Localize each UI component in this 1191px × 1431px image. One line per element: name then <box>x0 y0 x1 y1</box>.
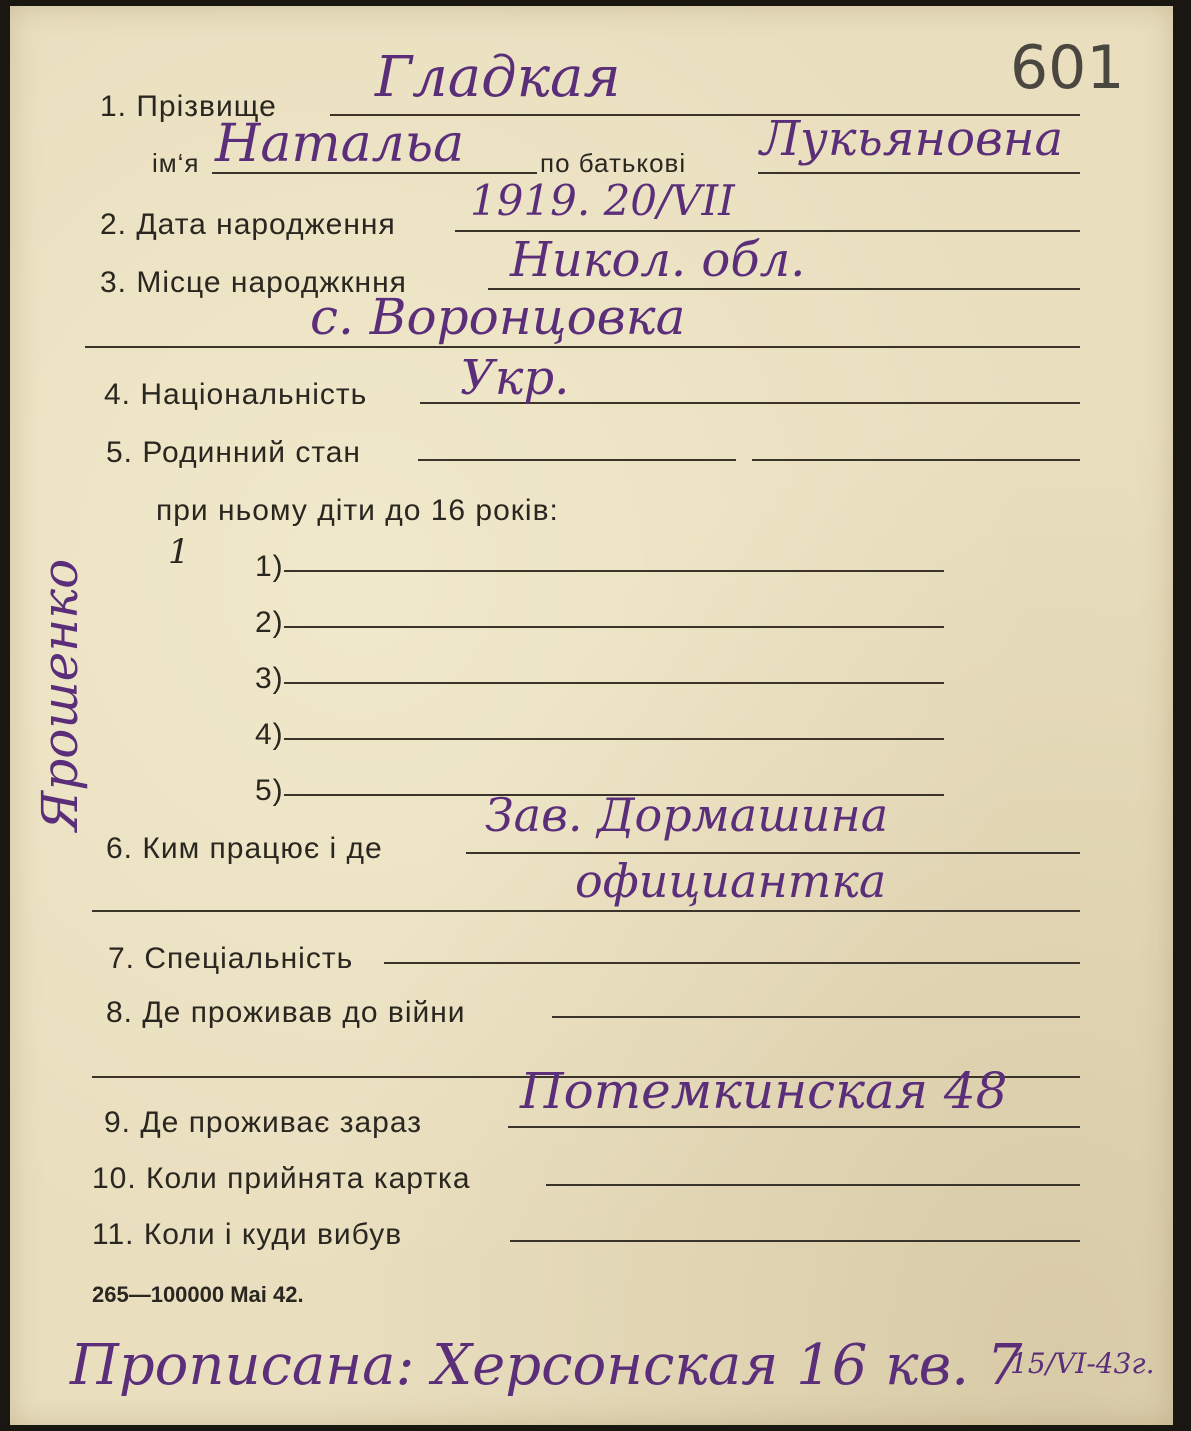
child-row-3-label: 3) <box>255 662 284 695</box>
registration-date: 15/VI-43г. <box>1010 1347 1155 1380</box>
surname-value: Гладкая <box>375 45 621 110</box>
birthplace-label: 3. Місце народжкння <box>100 266 407 299</box>
nationality-value: Укр. <box>460 350 570 406</box>
current-address-value: Потемкинская 48 <box>520 1062 1008 1120</box>
name-value: Натальа <box>215 114 465 174</box>
departed-label: 11. Коли і куди вибув <box>92 1218 403 1251</box>
child-row-1-line <box>284 570 944 572</box>
children-label: при ньому діти до 16 років: <box>156 494 559 527</box>
specialty-label: 7. Спеціальність <box>108 942 354 975</box>
children-mark: 1 <box>168 532 190 572</box>
archive-number: 601 <box>1010 33 1125 103</box>
patronymic-value: Лукьяновна <box>760 111 1064 167</box>
card-accepted-label: 10. Коли прийнята картка <box>92 1162 471 1195</box>
birthdate-label: 2. Дата народження <box>100 208 396 241</box>
family-label: 5. Родинний стан <box>106 436 361 469</box>
child-row-5-label: 5) <box>255 774 284 807</box>
birthplace-value-1: Никол. обл. <box>510 232 806 288</box>
name-label: ім‘я <box>152 148 200 178</box>
surname-label: 1. Прізвище <box>100 90 277 123</box>
work-label: 6. Ким працює і де <box>106 832 383 865</box>
current-address-label: 9. Де проживає зараз <box>104 1106 422 1139</box>
child-row-1-label: 1) <box>255 550 284 583</box>
birthplace-value-2: с. Воронцовка <box>310 288 686 346</box>
margin-note: Ярошенко <box>31 558 89 832</box>
work-value-2: официанткa <box>575 854 887 908</box>
departed-line <box>510 1240 1080 1242</box>
card-accepted-line <box>546 1184 1080 1186</box>
child-row-2-line <box>284 626 944 628</box>
birthdate-value: 1919. 20/VII <box>470 176 735 225</box>
work-value-1: Зав. Дормашина <box>485 788 889 842</box>
child-row-4-label: 4) <box>255 718 284 751</box>
birthplace-line-2 <box>85 346 1080 348</box>
work-line-2 <box>92 910 1080 912</box>
prewar-label: 8. Де проживав до війни <box>106 996 466 1029</box>
print-imprint: 265—100000 Mai 42. <box>92 1282 304 1307</box>
prewar-line <box>552 1016 1080 1018</box>
child-row-4-line <box>284 738 944 740</box>
family-line-b <box>752 459 1080 461</box>
child-row-2-label: 2) <box>255 606 284 639</box>
specialty-line <box>384 962 1080 964</box>
registration-note: Прописана: Херсонская 16 кв. 7 <box>70 1333 1023 1398</box>
patronymic-line <box>758 172 1080 174</box>
child-row-3-line <box>284 682 944 684</box>
nationality-label: 4. Національність <box>104 378 368 411</box>
family-line-a <box>418 459 736 461</box>
current-address-line <box>508 1126 1080 1128</box>
patronymic-label: по батькові <box>540 148 687 178</box>
